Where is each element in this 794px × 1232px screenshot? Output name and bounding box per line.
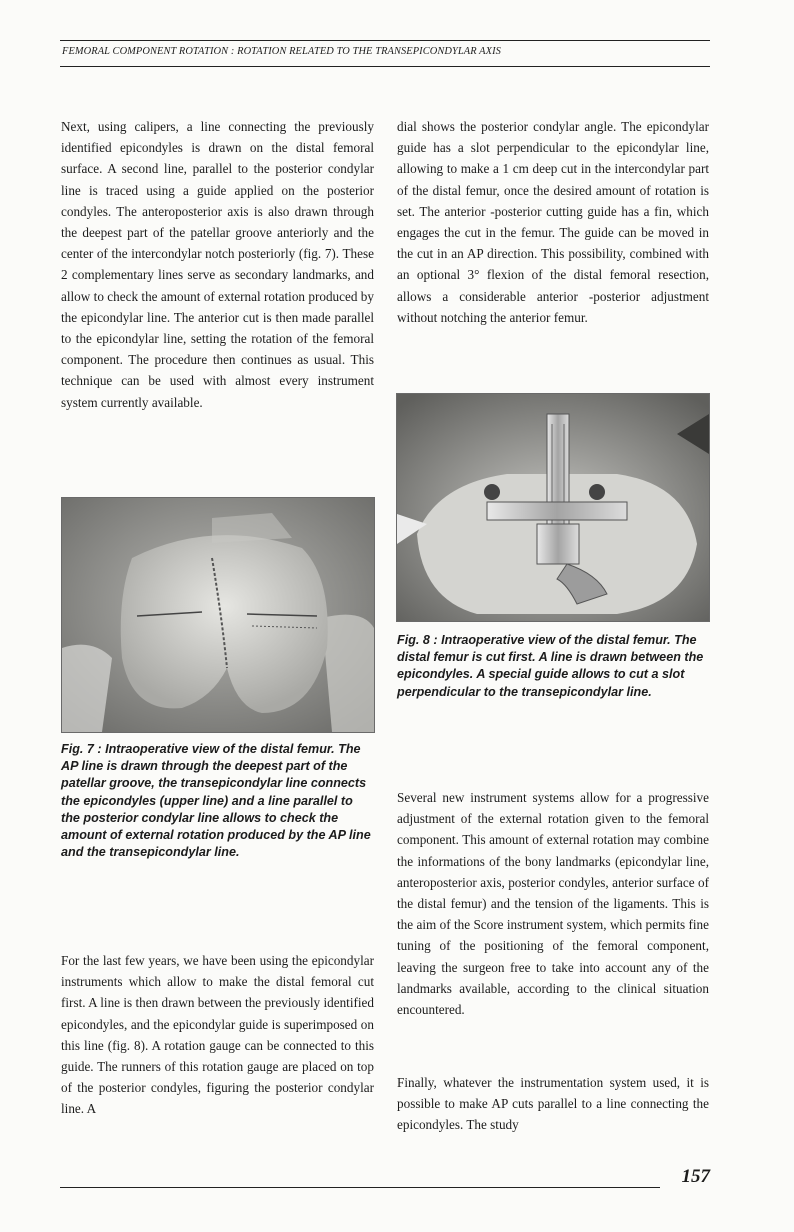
left-column-bottom <box>61 950 374 1120</box>
running-head: FEMORAL COMPONENT ROTATION : ROTATION RELATED TO THE TRANSEPICONDYLAR AXIS <box>62 46 501 57</box>
body-paragraph: Several new instrument systems allow for a progressive adjustment of the external rotation given to the femoral component. This amount of external rotation may combine the informations of the bony landmarks (epicondylar line, anteroposterior axis, posterior condyles, anterior surface of the distal femur) and the tension of the ligaments. This is the aim of the Score instrument system, which permits fine tuning of the positioning of the femoral component, leaving the surgeon free to take into account any of the landmarks available, according to the clinical situation encountered. <box>397 790 709 1018</box>
body-paragraph: For the last few years, we have been using the epicondylar instruments which allow to make the distal femoral cut first. A line is then drawn between the previously identified epicondyles, and the epicondylar guide is superimposed on this line (fig. 8). A rotation gauge can be connected to this guide. The runners of this rotation gauge are placed on top of the posterior condyles, figuring the posterior condylar line. A <box>61 953 374 1117</box>
figure-8-caption: Fig. 8 : Intraoperative view of the distal femur. The distal femur is cut first. A line is drawn between the epicondyles. A special guide allows to cut a slot perpendicular to the transepicondylar line. <box>397 633 704 699</box>
distal-femur-photo <box>62 498 374 732</box>
epicondylar-guide-photo <box>397 394 709 621</box>
body-paragraph: Finally, whatever the instrumentation system used, it is possible to make AP cuts parallel to a line connecting the epicondyles. The study <box>397 1075 709 1133</box>
right-column-bottom <box>397 1072 709 1136</box>
page-number: 157 <box>681 1166 710 1187</box>
right-column-top <box>397 116 709 328</box>
figure-8-photo <box>396 393 710 622</box>
footer-rule <box>60 1187 660 1188</box>
figure-7-caption: Fig. 7 : Intraoperative view of the distal femur. The AP line is drawn through the deepest part of the patellar groove, the transepicondylar line connects the epicondyles (upper line) and a line parallel to the posterior condylar line allows to check the amount of external rotation produced by the AP line and the transepicondylar line. <box>61 742 371 860</box>
body-paragraph: dial shows the posterior condylar angle. The epicondylar guide has a slot perpendicular to the epicondylar line, allowing to make a 1 cm deep cut in the intercondylar part of the distal femur, once the desired amount of rotation is set. The anterior -posterior cutting guide has a fin, which engages the cut in the femur. The guide can be moved in the cut in an AP direction. This possibility, combined with an optional 3° flexion of the distal femoral resection, allows a considerable anterior -posterior adjustment without notching the anterior femur. <box>397 119 709 325</box>
right-column-middle <box>397 787 709 1020</box>
body-paragraph: Next, using calipers, a line connecting the previously identified epicondyles is drawn on the distal femoral surface. A second line, parallel to the posterior condylar line is traced using a guide applied on the posterior condyles. The anteroposterior axis is also drawn through the deepest part of the patellar groove anteriorly and the center of the intercondylar notch posteriorly (fig. 7). These 2 complementary lines serve as secondary landmarks, and allow to check the amount of external rotation produced by the epicondylar line. The anterior cut is then made parallel to the epicondylar line, setting the rotation of the femoral component. The procedure then continues as usual. This technique can be used with almost every instrument system currently available. <box>61 119 374 410</box>
header-rule-top <box>60 40 710 41</box>
left-column-top <box>61 116 374 413</box>
header-rule-bottom <box>60 66 710 67</box>
figure-7-photo <box>61 497 375 733</box>
